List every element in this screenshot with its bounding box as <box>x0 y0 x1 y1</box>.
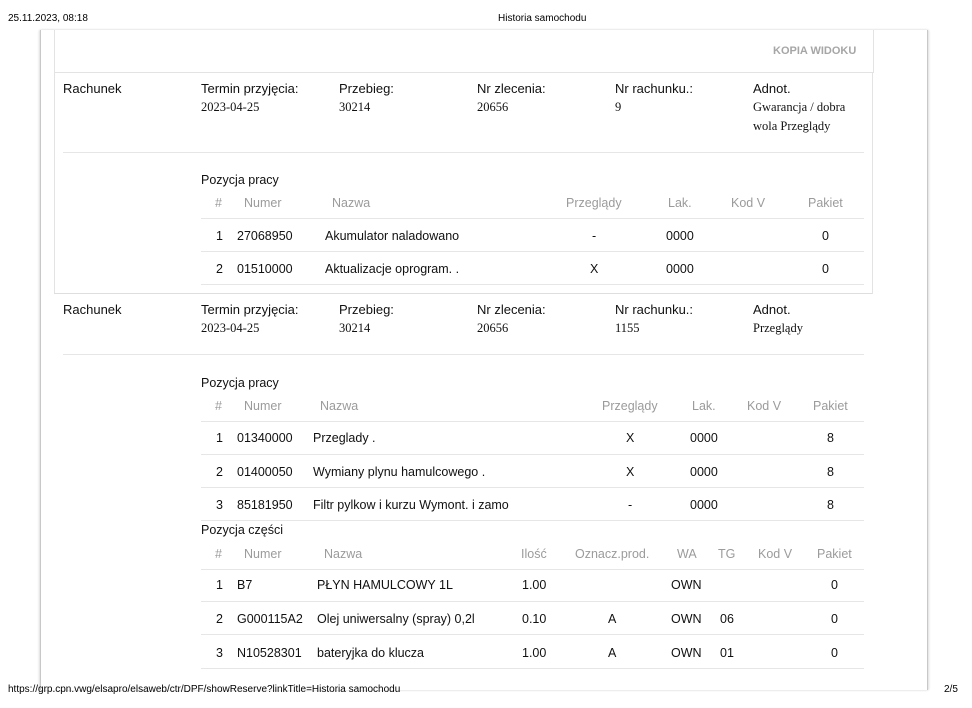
invoice2-przebieg: 30214 <box>339 321 371 335</box>
cell-numer: 27068950 <box>237 229 293 243</box>
invoice2-termin: 2023-04-25 <box>201 321 260 335</box>
parts-header-hash: # <box>215 547 222 561</box>
divider <box>63 354 864 355</box>
invoice2-nr-zlecenia: 20656 <box>477 321 509 335</box>
invoice1-rachunek-label: Rachunek <box>63 81 122 96</box>
cell-numer: B7 <box>237 578 253 592</box>
print-url: https://grp.cpn.vwg/elsapro/elsaweb/ctr/DPF/showReserve?linkTitle=Historia samochodu <box>8 684 401 695</box>
work1-header-nazwa: Nazwa <box>332 196 371 210</box>
invoice1-termin-label: Termin przyjęcia: <box>201 81 299 96</box>
cell-n: 3 <box>216 498 223 512</box>
invoice1-left-border <box>54 72 55 294</box>
invoice1-adnot-line1: Gwarancja / dobra <box>753 100 846 114</box>
cell-lak: 0000 <box>690 431 718 445</box>
cell-pakiet: 0 <box>831 612 838 626</box>
invoice2-nr-rachunku: 1155 <box>615 321 640 335</box>
cell-tg: 01 <box>720 646 734 660</box>
work2-header-nazwa: Nazwa <box>320 399 359 413</box>
cell-lak: 0000 <box>666 229 694 243</box>
cell-ilosc: 1.00 <box>522 646 547 660</box>
cell-lak: 0000 <box>690 465 718 479</box>
work2-header-hash: # <box>215 399 222 413</box>
cell-n: 1 <box>216 578 223 592</box>
cell-wa: OWN <box>671 646 702 660</box>
cell-nazwa: Olej uniwersalny (spray) 0,2l <box>317 612 475 626</box>
invoice2-adnot-line1: Przeglądy <box>753 321 803 335</box>
cell-przeglady: - <box>628 498 633 512</box>
invoice1-adnot-line2: wola Przeglądy <box>753 119 831 133</box>
invoice2-adnot-label: Adnot. <box>753 302 791 317</box>
cell-lak: 0000 <box>690 498 718 512</box>
cell-nazwa: Filtr pylkow i kurzu Wymont. i zamo <box>313 498 509 512</box>
parts-header-ilosc: Ilość <box>521 547 547 561</box>
invoice2-nr-zlecenia-label: Nr zlecenia: <box>477 302 546 317</box>
invoice1-przebieg: 30214 <box>339 100 371 114</box>
cell-n: 2 <box>216 262 223 276</box>
parts-header-wa: WA <box>677 547 697 561</box>
cell-pakiet: 0 <box>831 578 838 592</box>
invoice2-przebieg-label: Przebieg: <box>339 302 394 317</box>
divider <box>201 634 864 635</box>
invoice1-nr-rachunku: 9 <box>615 100 622 114</box>
parts-header-oznacz: Oznacz.prod. <box>575 547 650 561</box>
work1-header-lak: Lak. <box>668 196 692 210</box>
work1-header-przeglady: Przeglądy <box>566 196 622 210</box>
work1-header-hash: # <box>215 196 222 210</box>
cell-ilosc: 0.10 <box>522 612 547 626</box>
cell-numer: 01400050 <box>237 465 293 479</box>
cell-pakiet: 8 <box>827 431 834 445</box>
cell-tg: 06 <box>720 612 734 626</box>
cell-przeglady: - <box>592 229 597 243</box>
cell-ilosc: 1.00 <box>522 578 547 592</box>
invoice2-rachunek-label: Rachunek <box>63 302 122 317</box>
divider <box>201 454 864 455</box>
cell-nazwa: Akumulator naladowano <box>325 229 460 243</box>
parts-header-nazwa: Nazwa <box>324 547 363 561</box>
cell-oznacz: A <box>608 646 617 660</box>
divider <box>63 152 864 153</box>
invoice-separator <box>54 293 872 294</box>
parts-header-tg: TG <box>718 547 736 561</box>
work2-header-lak: Lak. <box>692 399 716 413</box>
invoice1-pozycja-pracy-title: Pozycja pracy <box>201 173 279 187</box>
cell-n: 2 <box>216 612 223 626</box>
print-datetime: 25.11.2023, 08:18 <box>8 13 88 24</box>
invoice1-przebieg-label: Przebieg: <box>339 81 394 96</box>
invoice1-nr-zlecenia: 20656 <box>477 100 509 114</box>
cell-przeglady: X <box>626 465 635 479</box>
cell-nazwa: PŁYN HAMULCOWY 1L <box>317 578 453 592</box>
cell-oznacz: A <box>608 612 617 626</box>
cell-numer: N10528301 <box>237 646 302 660</box>
cell-pakiet: 8 <box>827 498 834 512</box>
work2-header-kodv: Kod V <box>747 399 782 413</box>
print-title: Historia samochodu <box>498 13 587 24</box>
invoice1-right-border <box>872 72 873 294</box>
divider <box>201 569 864 570</box>
cell-numer: 01510000 <box>237 262 293 276</box>
cell-nazwa: bateryjka do klucza <box>317 646 425 660</box>
kopia-widoku-link[interactable]: KOPIA WIDOKU <box>773 45 857 57</box>
cell-numer: 01340000 <box>237 431 293 445</box>
work1-header-numer: Numer <box>244 196 282 210</box>
cell-numer: G000115A2 <box>237 612 303 626</box>
cell-n: 2 <box>216 465 223 479</box>
divider <box>201 251 864 252</box>
parts-header-pakiet: Pakiet <box>817 547 852 561</box>
cell-nazwa: Aktualizacje oprogram. . <box>325 262 460 276</box>
invoice2-termin-label: Termin przyjęcia: <box>201 302 299 317</box>
cell-pakiet: 0 <box>831 646 838 660</box>
cell-n: 1 <box>216 229 223 243</box>
divider <box>201 284 864 285</box>
work2-header-przeglady: Przeglądy <box>602 399 658 413</box>
divider <box>201 487 864 488</box>
cell-przeglady: X <box>590 262 599 276</box>
divider <box>201 520 864 521</box>
divider <box>201 668 864 669</box>
cell-pakiet: 0 <box>822 262 829 276</box>
cell-nazwa: Przeglady . <box>313 431 376 445</box>
work1-header-pakiet: Pakiet <box>808 196 843 210</box>
divider <box>201 218 864 219</box>
invoice2-nr-rachunku-label: Nr rachunku.: <box>615 302 694 317</box>
invoice2-pozycja-czesci-title: Pozycja części <box>201 523 283 537</box>
cell-pakiet: 0 <box>822 229 829 243</box>
divider <box>201 601 864 602</box>
print-page-number: 2/5 <box>944 684 958 695</box>
work2-header-numer: Numer <box>244 399 282 413</box>
cell-n: 3 <box>216 646 223 660</box>
cell-numer: 85181950 <box>237 498 293 512</box>
invoice2-pozycja-pracy-title: Pozycja pracy <box>201 376 279 390</box>
divider <box>201 421 864 422</box>
invoice1-nr-zlecenia-label: Nr zlecenia: <box>477 81 546 96</box>
invoice1-nr-rachunku-label: Nr rachunku.: <box>615 81 694 96</box>
work2-header-pakiet: Pakiet <box>813 399 848 413</box>
invoice1-adnot-label: Adnot. <box>753 81 791 96</box>
kopia-bar <box>54 30 874 73</box>
cell-n: 1 <box>216 431 223 445</box>
cell-nazwa: Wymiany plynu hamulcowego . <box>313 465 486 479</box>
invoice1-termin: 2023-04-25 <box>201 100 260 114</box>
cell-pakiet: 8 <box>827 465 834 479</box>
work1-header-kodv: Kod V <box>731 196 766 210</box>
parts-header-kodv: Kod V <box>758 547 793 561</box>
cell-przeglady: X <box>626 431 635 445</box>
cell-lak: 0000 <box>666 262 694 276</box>
parts-header-numer: Numer <box>244 547 282 561</box>
cell-wa: OWN <box>671 578 702 592</box>
cell-wa: OWN <box>671 612 702 626</box>
